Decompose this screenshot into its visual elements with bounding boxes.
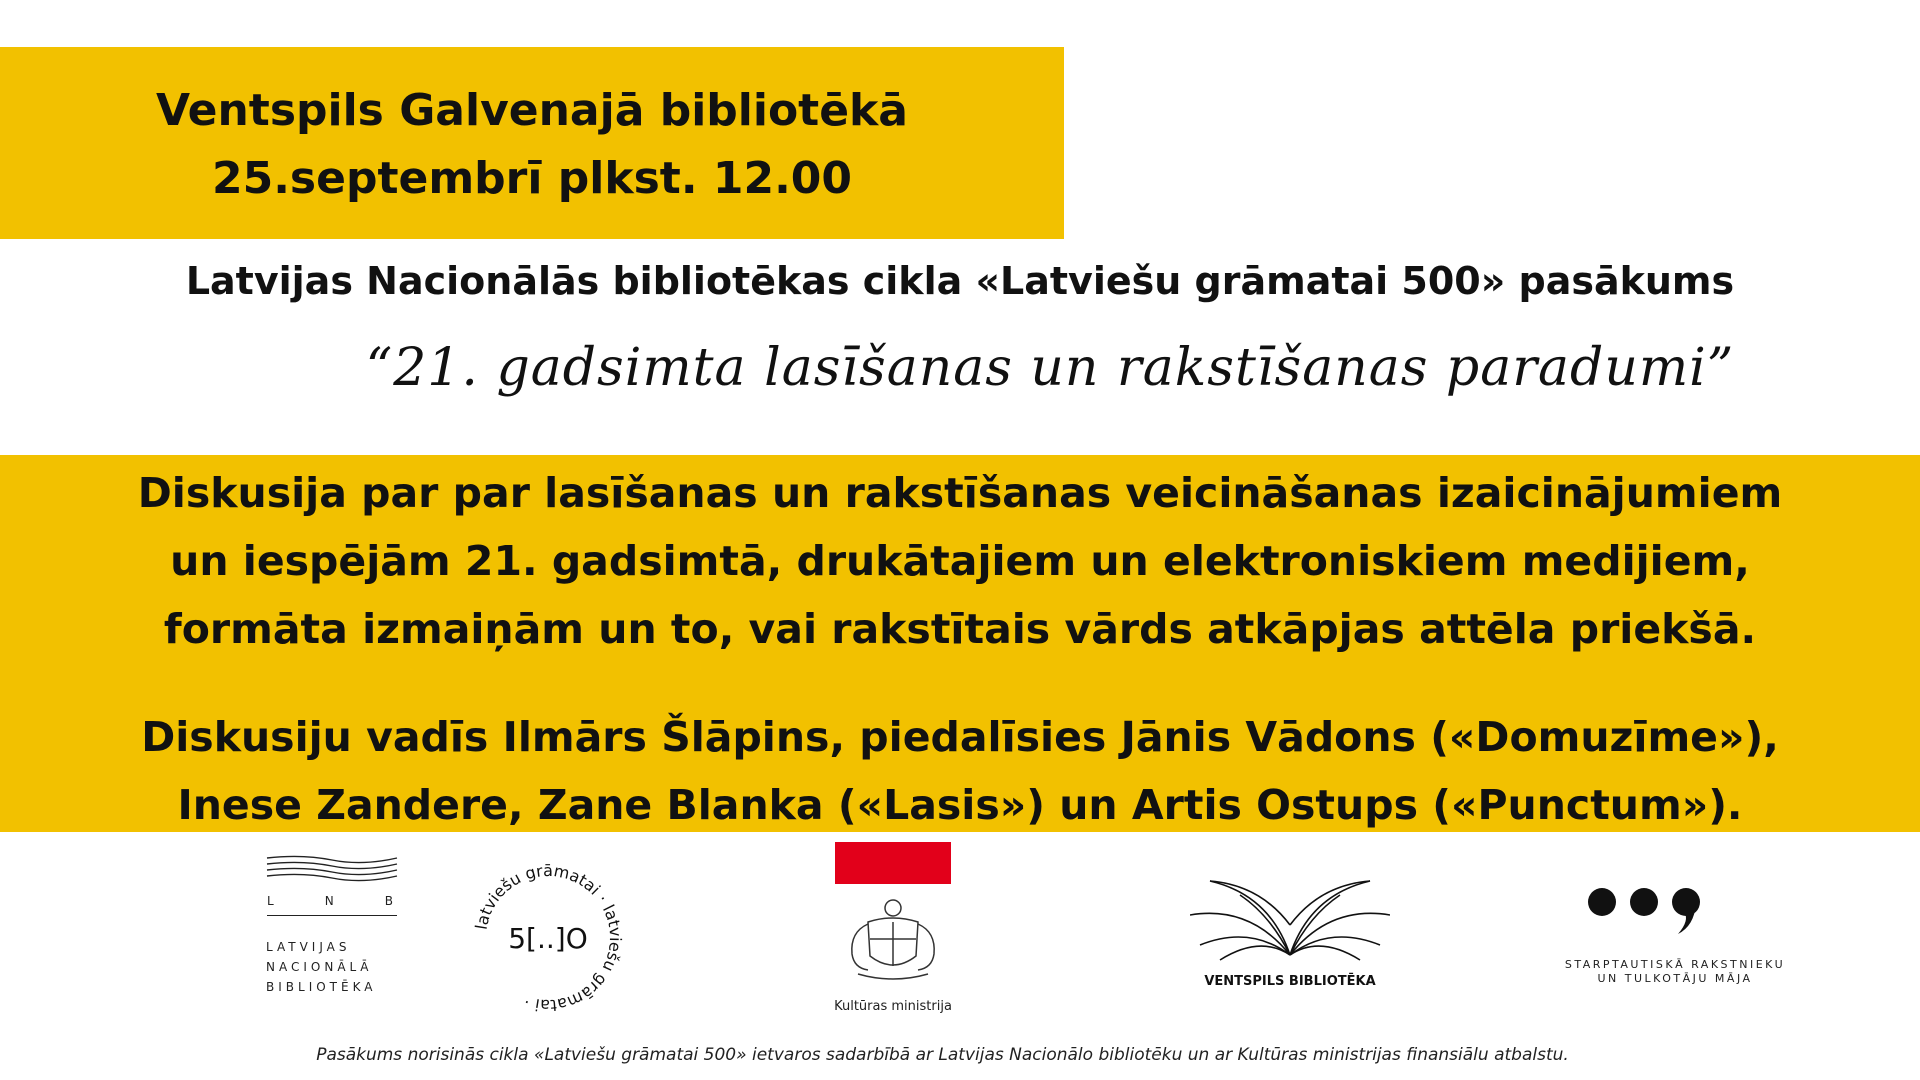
description bbox=[0, 459, 1920, 663]
lnb-name-line: BIBLIOTĒKA bbox=[266, 980, 377, 994]
ventspils-label: VENTSPILS BIBLIOTĒKA bbox=[1204, 974, 1376, 989]
series-line: Latvijas Nacionālās bibliotēkas cikla «Latviešu grāmatai 500» pasākums bbox=[185, 259, 1735, 303]
description-line: Diskusija par par lasīšanas un rakstīšanas veicināšanas izaicinājumiem bbox=[137, 469, 1783, 517]
lg500-ring-text: latviešu grāmatai · latviešu grāmatai · bbox=[471, 860, 626, 1016]
lnb-letter: B bbox=[384, 894, 397, 908]
event-datetime: 25.septembrī plkst. 12.00 bbox=[211, 153, 853, 204]
description-line: un iespējām 21. gadsimtā, drukātajiem un elektroniskiem medijiem, bbox=[170, 537, 1750, 585]
speakers-line: Inese Zandere, Zane Blanka («Lasis») un Artis Ostups («Punctum»). bbox=[177, 781, 1743, 829]
event-title: “21. gadsimta lasīšanas un rakstīšanas paradumi” bbox=[365, 338, 1735, 398]
venue-block bbox=[0, 77, 1064, 213]
speakers-line: Diskusiju vadīs Ilmārs Šlāpins, piedalīsies Jānis Vādons («Domuzīme»), bbox=[141, 713, 1779, 761]
km-label: Kultūras ministrija bbox=[834, 999, 952, 1014]
srtm-name-line: UN TULKOTĀJU MĀJA bbox=[1597, 972, 1753, 985]
srtm-dots-icon bbox=[1560, 878, 1790, 938]
ventspils-book-icon bbox=[1190, 875, 1390, 965]
footer-note: Pasākums norisinās cikla «Latviešu grāmatai 500» ietvaros sadarbībā ar Latvijas Nacionālo bibliotēku un ar Kultūras ministrijas finansiālu atbalstu. bbox=[316, 1045, 1569, 1065]
km-logo bbox=[820, 842, 980, 1022]
lnb-logo bbox=[262, 852, 402, 1007]
km-flag bbox=[835, 842, 951, 884]
lg500-mark: 5[..]O bbox=[508, 922, 588, 955]
coat-of-arms-icon bbox=[838, 894, 948, 984]
lnb-name-line: LATVIJAS bbox=[266, 940, 351, 954]
srtm-logo bbox=[1560, 878, 1790, 988]
lnb-letter: L bbox=[267, 894, 278, 908]
lnb-divider bbox=[267, 915, 397, 916]
srtm-name-line: STARPTAUTISKĀ RAKSTNIEKU bbox=[1564, 958, 1786, 971]
venue-name: Ventspils Galvenajā bibliotēkā bbox=[155, 85, 909, 136]
description-line: formāta izmaiņām un to, vai rakstītais vārds atkāpjas attēla priekšā. bbox=[163, 605, 1757, 653]
ventspils-logo bbox=[1190, 875, 1390, 995]
lnb-name-line: NACIONĀLĀ bbox=[266, 960, 373, 974]
lnb-waves-icon bbox=[262, 852, 402, 900]
speakers bbox=[0, 703, 1920, 839]
lg500-logo bbox=[468, 858, 628, 1018]
lnb-letter: N bbox=[324, 894, 338, 908]
